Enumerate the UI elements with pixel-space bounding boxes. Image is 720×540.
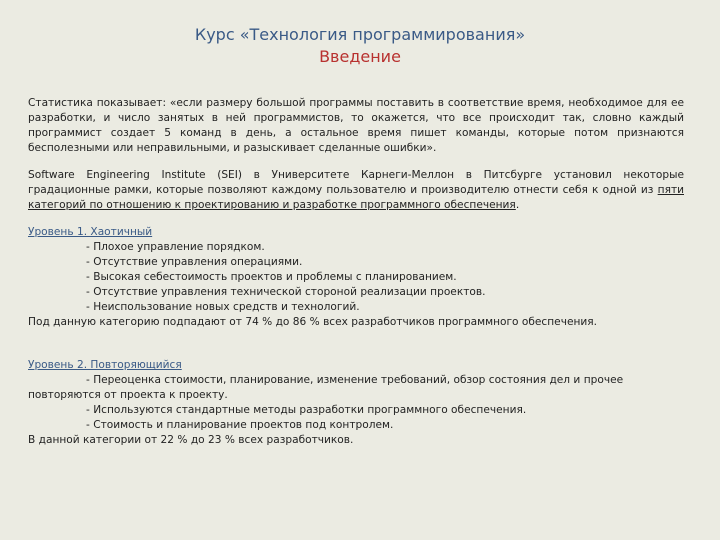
sei-text-end: . xyxy=(515,199,520,211)
level-1-item: - Отсутствие управления технической стороной реализации проектов. xyxy=(86,286,486,298)
level-1-summary: Под данную категорию подпадают от 74 % до 86 % всех разработчиков программного обеспечения. xyxy=(28,316,598,328)
level-1-item: - Неиспользование новых средств и технологий. xyxy=(86,301,360,313)
level-2-item: - Используются стандартные методы разработки программного обеспечения. xyxy=(86,404,527,416)
level-1-item: - Плохое управление порядком. xyxy=(86,241,265,253)
slide-title xyxy=(0,24,720,68)
slide-body xyxy=(28,96,684,448)
level-2-item: - Переоценка стоимости, планирование, изменение требований, обзор состояния дел и прочее xyxy=(86,374,624,386)
statistics-paragraph: Статистика показывает: «если размеру большой программы поставить в соответствие время, необходимое для ее разработки, и число занятых в ней программистов, то окажется, что все происходит так, словно каждый программист создает 5 команд в день, а остальное время пишет команды, которые потом признаются бесполезными или неправильными, и разыскивает сделанные ошибки». xyxy=(28,97,684,154)
sei-paragraph xyxy=(28,168,684,213)
level-2-summary: В данной категории от 22 % до 23 % всех разработчиков. xyxy=(28,434,354,446)
level-1-heading[interactable]: Уровень 1. Хаотичный xyxy=(28,226,153,238)
level-2-section xyxy=(28,358,684,448)
level-1-section xyxy=(28,225,684,330)
section-title: Введение xyxy=(319,47,401,66)
sei-text: Software Engineering Institute (SEI) в Университете Карнеги-Меллон в Питсбурге установил некоторые градационные рамки, которые позволяют каждому пользователю и производителю отнести себя к одной из xyxy=(28,169,684,196)
level-2-heading[interactable]: Уровень 2. Повторяющийся xyxy=(28,359,182,371)
level-2-item-continuation: повторяются от проекта к проекту. xyxy=(28,389,228,401)
level-2-item: - Стоимость и планирование проектов под контролем. xyxy=(86,419,394,431)
course-title: Курс «Технология программирования» xyxy=(194,25,526,44)
level-1-item: - Отсутствие управления операциями. xyxy=(86,256,303,268)
level-1-item: - Высокая себестоимость проектов и проблемы с планированием. xyxy=(86,271,457,283)
five-categories-link[interactable]: пяти категорий по отношению к проектированию и разработке программного обеспечения xyxy=(28,184,684,211)
